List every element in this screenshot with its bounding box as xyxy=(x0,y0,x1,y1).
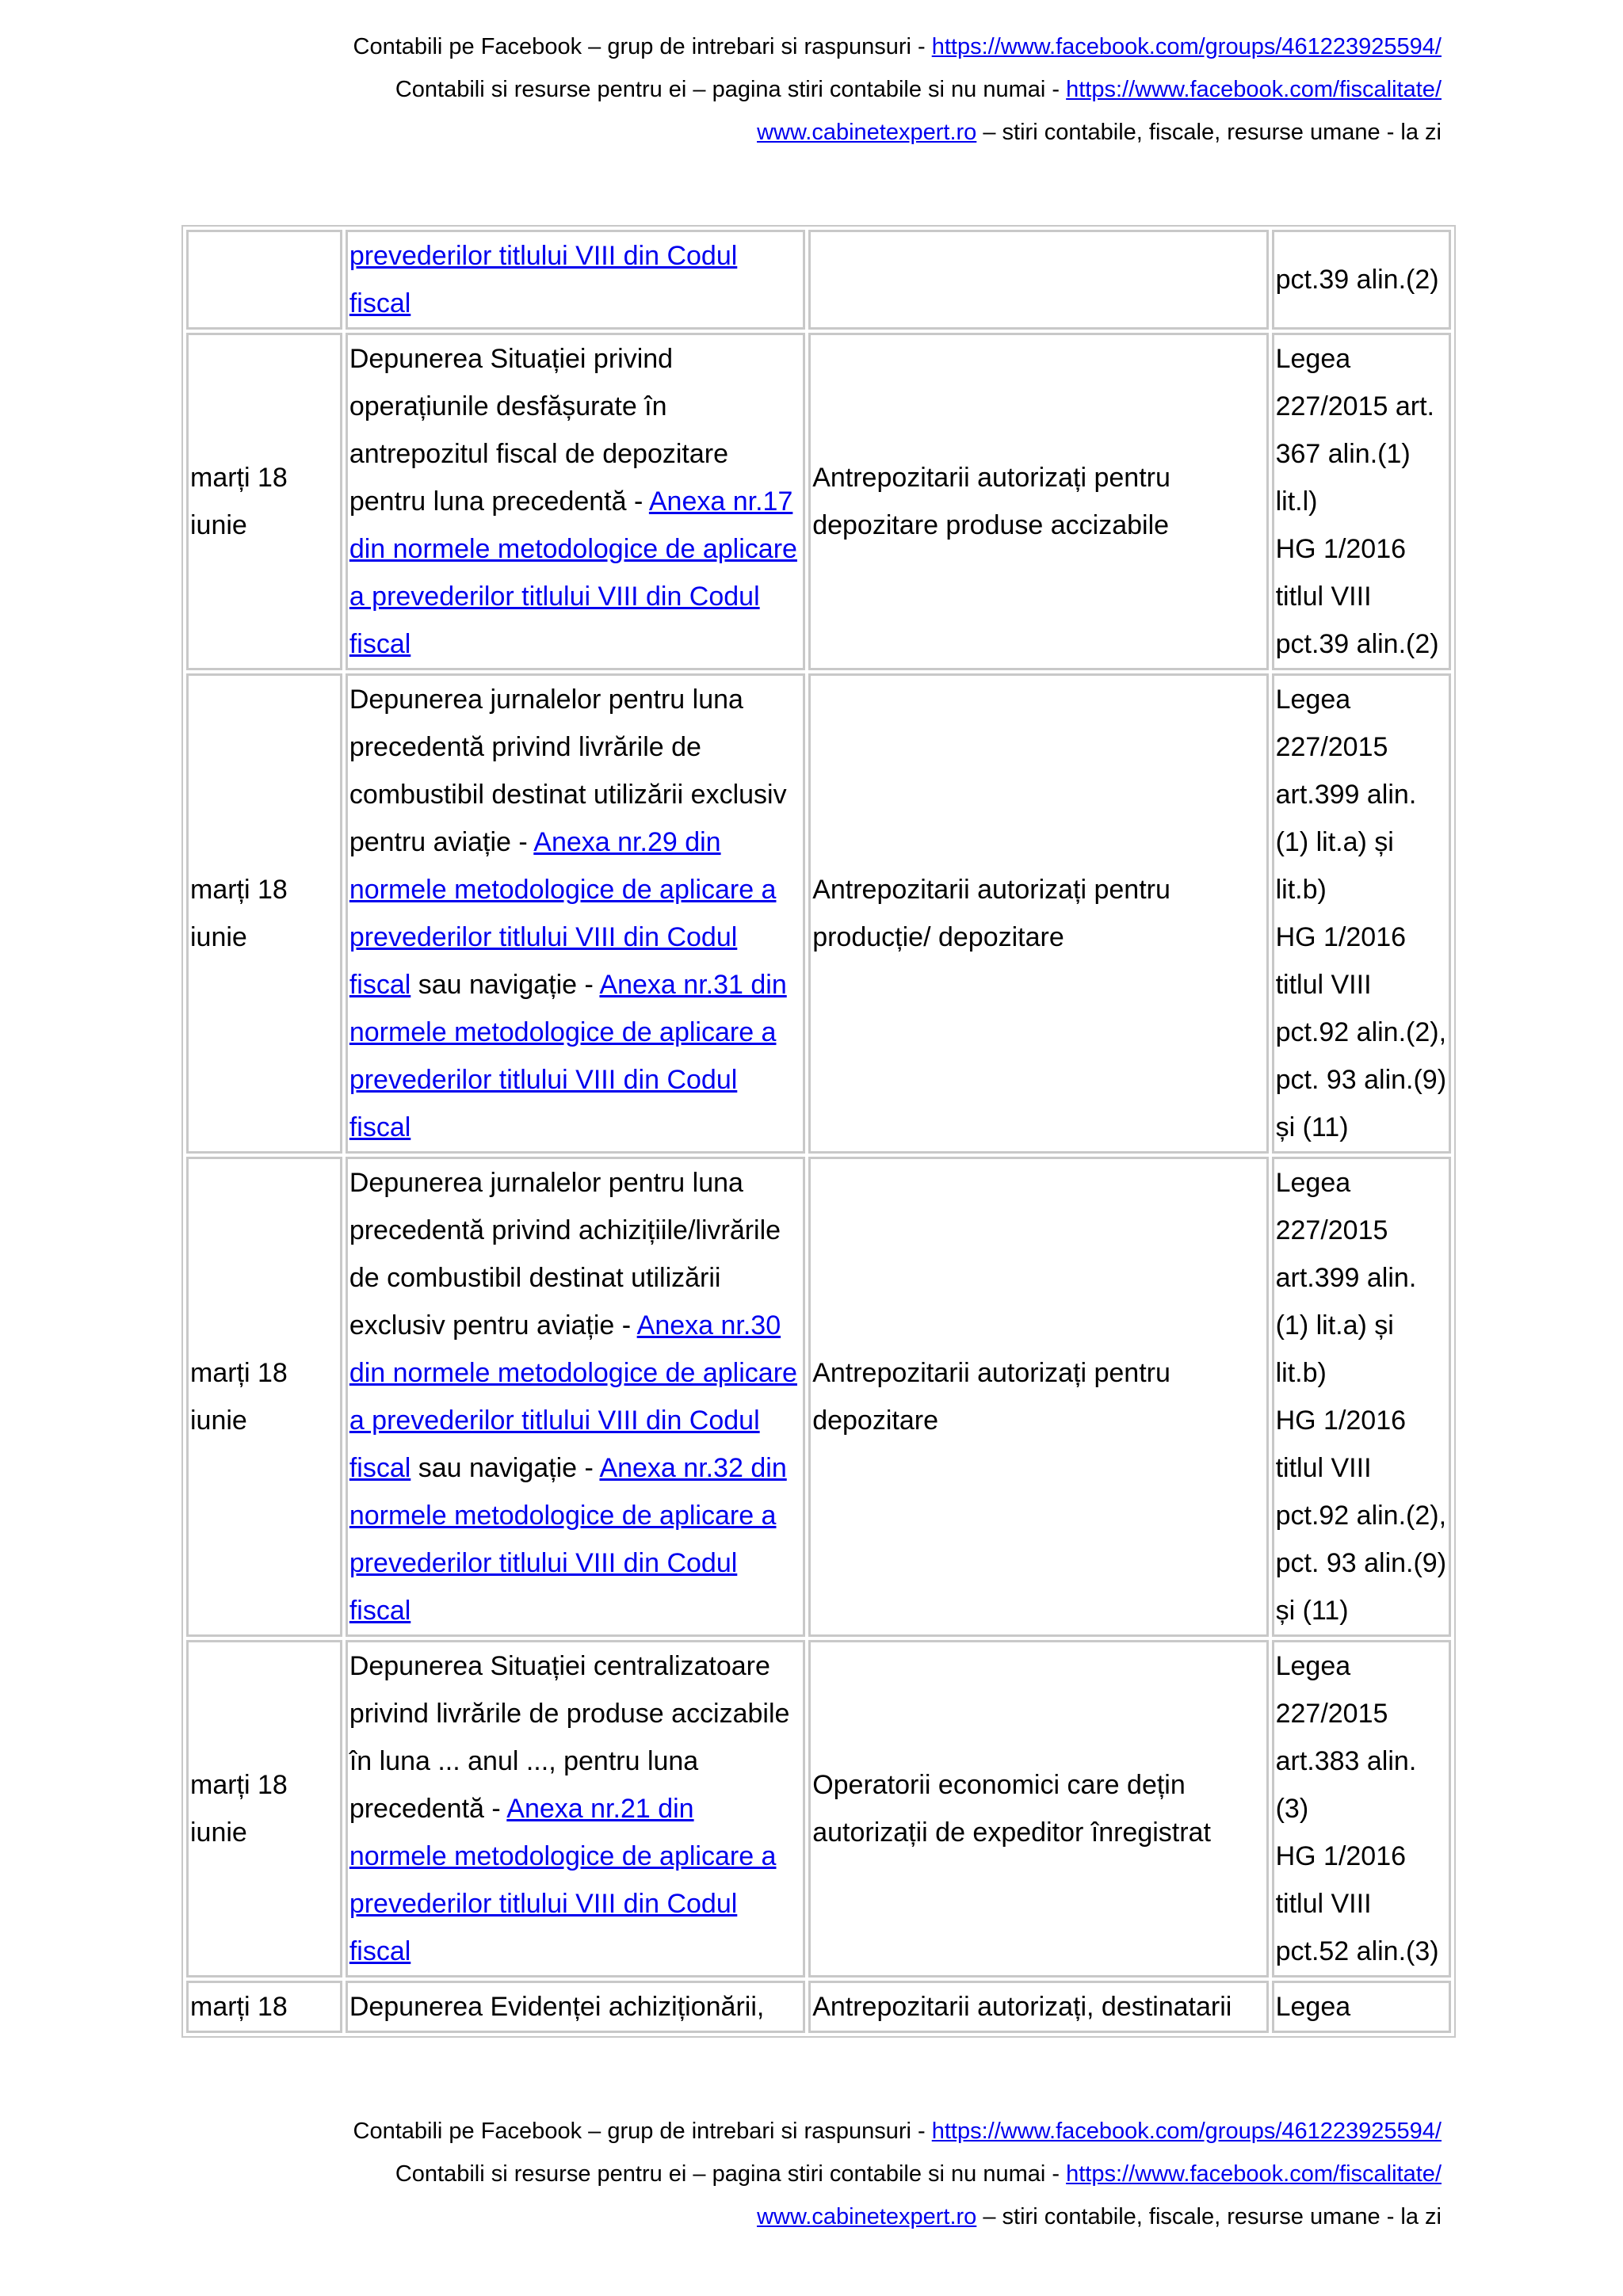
obligation-line xyxy=(349,723,801,771)
website-link[interactable]: www.cabinetexpert.ro xyxy=(757,2204,977,2229)
obligation-text: de combustibil destinat utilizării xyxy=(349,1263,721,1293)
legal-basis-line: lit.b) xyxy=(1275,1358,1327,1388)
legal-basis-line: pct.92 alin.(2), xyxy=(1275,1501,1447,1531)
table-row xyxy=(186,230,1451,330)
obligation-line xyxy=(349,866,801,913)
date-cell xyxy=(186,1157,342,1637)
obligation-line xyxy=(349,818,801,866)
obligation-line xyxy=(349,1056,801,1104)
obligation-text: Depunerea jurnalelor pentru luna xyxy=(349,1168,743,1198)
obligation-line xyxy=(349,1983,801,2031)
annex-link[interactable]: Anexa nr.21 din xyxy=(506,1794,694,1824)
obligation-text: pentru aviație - xyxy=(349,827,534,857)
obligation-text: precedentă privind achizițiile/livrările xyxy=(349,1215,781,1245)
legal-basis-line: pct.39 alin.(2) xyxy=(1275,629,1439,659)
obligation-line xyxy=(349,1880,801,1928)
date-line: marți 18 xyxy=(190,1992,288,2022)
annex-link[interactable]: fiscal xyxy=(349,288,411,318)
header-line-3: www.cabinetexpert.ro – stiri contabile, fiscale, resurse umane - la zi xyxy=(757,120,1442,145)
annex-link[interactable]: prevederilor titlului VIII din Codul xyxy=(349,1065,738,1095)
header-line-2: Contabili si resurse pentru ei – pagina stiri contabile si nu numai - https://www.facebook.com/fiscalitate/ xyxy=(395,77,1442,102)
annex-link[interactable]: Anexa nr.29 din xyxy=(533,827,721,857)
legal-basis-line: (1) lit.a) și xyxy=(1275,827,1394,857)
obligation-line xyxy=(349,1104,801,1151)
legal-basis-line: titlul VIII xyxy=(1275,582,1372,612)
obligation-text: operațiunile desfășurate în xyxy=(349,391,667,421)
obligation-text: precedentă privind livrările de xyxy=(349,732,701,762)
table-row xyxy=(186,1981,1451,2033)
annex-link[interactable]: normele metodologice de aplicare a xyxy=(349,875,777,905)
obligation-cell xyxy=(346,1981,805,2033)
taxpayers-line: autorizații de expeditor înregistrat xyxy=(812,1817,1211,1848)
legal-basis-cell xyxy=(1272,333,1451,670)
annex-link[interactable]: normele metodologice de aplicare a xyxy=(349,1841,777,1871)
taxpayers-cell xyxy=(808,1157,1268,1637)
date-line: iunie xyxy=(190,922,247,952)
obligation-cell xyxy=(346,333,805,670)
date-line: marți 18 xyxy=(190,1770,288,1800)
annex-link[interactable]: din normele metodologice de aplicare xyxy=(349,1358,797,1388)
obligation-text: exclusiv pentru aviație - xyxy=(349,1310,637,1341)
footer-line-2: Contabili si resurse pentru ei – pagina stiri contabile si nu numai - https://www.facebook.com/fiscalitate/ xyxy=(395,2161,1442,2187)
annex-link[interactable]: fiscal xyxy=(349,1453,411,1483)
annex-link[interactable]: fiscal xyxy=(349,629,411,659)
legal-basis-line: pct. 93 alin.(9) xyxy=(1275,1065,1447,1095)
legal-basis-line: pct.92 alin.(2), xyxy=(1275,1017,1447,1047)
legal-basis-line: Legea xyxy=(1275,1992,1351,2022)
legal-basis-line: 227/2015 xyxy=(1275,1699,1388,1729)
annex-link[interactable]: normele metodologice de aplicare a xyxy=(349,1501,777,1531)
obligation-line xyxy=(349,1302,801,1349)
obligation-line xyxy=(349,280,801,327)
website-link[interactable]: www.cabinetexpert.ro xyxy=(757,120,977,145)
legal-basis-line: (1) lit.a) și xyxy=(1275,1310,1394,1341)
taxpayers-cell xyxy=(808,1981,1268,2033)
legal-basis-line: art.399 alin. xyxy=(1275,1263,1417,1293)
footer-line-1: Contabili pe Facebook – grup de intrebari si raspunsuri - https://www.facebook.com/groups/461223925594/ xyxy=(353,2119,1442,2144)
date-cell xyxy=(186,230,342,330)
obligation-line xyxy=(349,430,801,478)
obligation-text: combustibil destinat utilizării exclusiv xyxy=(349,780,787,810)
obligation-text: Depunerea Situației centralizatoare xyxy=(349,1651,770,1681)
legal-basis-line: 367 alin.(1) xyxy=(1275,439,1411,469)
legal-basis-line: pct.39 alin.(2) xyxy=(1275,265,1439,295)
taxpayers-cell xyxy=(808,230,1268,330)
legal-basis-line: HG 1/2016 xyxy=(1275,922,1407,952)
annex-link[interactable]: Anexa nr.32 din xyxy=(599,1453,787,1483)
legal-basis-line: și (11) xyxy=(1275,1112,1349,1142)
annex-link[interactable]: Anexa nr.30 xyxy=(636,1310,781,1341)
date-line: marți 18 xyxy=(190,875,288,905)
obligation-line xyxy=(349,1587,801,1634)
obligation-line xyxy=(349,335,801,383)
header-line-1: Contabili pe Facebook – grup de intrebari si raspunsuri - https://www.facebook.com/groups/461223925594/ xyxy=(353,34,1442,59)
legal-basis-line: HG 1/2016 xyxy=(1275,1841,1407,1871)
obligation-line xyxy=(349,1349,801,1397)
annex-link[interactable]: Anexa nr.17 xyxy=(648,486,793,517)
legal-basis-cell xyxy=(1272,1157,1451,1637)
taxpayers-cell xyxy=(808,1640,1268,1978)
table-body xyxy=(186,230,1451,2033)
obligation-cell xyxy=(346,1157,805,1637)
annex-link[interactable]: prevederilor titlului VIII din Codul xyxy=(349,1889,738,1919)
obligation-line xyxy=(349,478,801,525)
obligation-text: în luna ... anul ..., pentru luna xyxy=(349,1746,699,1776)
table-row xyxy=(186,333,1451,670)
legal-basis-line: 227/2015 xyxy=(1275,1215,1388,1245)
taxpayers-cell xyxy=(808,673,1268,1154)
obligation-text: pentru luna precedentă - xyxy=(349,486,649,517)
obligation-line xyxy=(349,1397,801,1444)
legal-basis-line: lit.l) xyxy=(1275,486,1318,517)
obligation-line xyxy=(349,676,801,723)
obligation-line xyxy=(349,961,801,1009)
obligation-line xyxy=(349,771,801,818)
legal-basis-line: art.399 alin. xyxy=(1275,780,1417,810)
table-row xyxy=(186,1157,1451,1637)
legal-basis-cell xyxy=(1272,673,1451,1154)
taxpayers-line: depozitare produse accizabile xyxy=(812,510,1170,540)
facebook-group-link[interactable]: https://www.facebook.com/groups/461223925594/ xyxy=(931,34,1442,59)
legal-basis-line: 227/2015 art. xyxy=(1275,391,1434,421)
obligation-line xyxy=(349,1254,801,1302)
annex-link[interactable]: din normele metodologice de aplicare xyxy=(349,534,797,564)
page-footer xyxy=(353,2110,1442,2238)
legal-basis-line: pct.52 alin.(3) xyxy=(1275,1936,1439,1966)
legal-basis-line: Legea xyxy=(1275,1168,1351,1198)
obligation-text: antrepozitul fiscal de depozitare xyxy=(349,439,728,469)
obligation-line xyxy=(349,573,801,620)
annex-link[interactable]: fiscal xyxy=(349,1936,411,1966)
obligation-text: Depunerea jurnalelor pentru luna xyxy=(349,685,743,715)
legal-basis-line: Legea xyxy=(1275,685,1351,715)
obligation-text: privind livrările de produse accizabile xyxy=(349,1699,790,1729)
legal-basis-line: titlul VIII xyxy=(1275,970,1372,1000)
date-line: iunie xyxy=(190,510,247,540)
legal-basis-line: HG 1/2016 xyxy=(1275,1405,1407,1436)
obligation-text: sau navigație - xyxy=(411,970,600,1000)
obligation-line xyxy=(349,620,801,668)
obligation-text: Depunerea Evidenței achiziționării, xyxy=(349,1992,765,2022)
obligation-line xyxy=(349,383,801,430)
date-cell xyxy=(186,1981,342,2033)
annex-link[interactable]: a prevederilor titlului VIII din Codul xyxy=(349,1405,760,1436)
obligation-cell xyxy=(346,1640,805,1978)
legal-basis-line: lit.b) xyxy=(1275,875,1327,905)
taxpayers-line: Antrepozitarii autorizați pentru xyxy=(812,875,1170,905)
obligation-line xyxy=(349,1009,801,1056)
obligation-line xyxy=(349,1159,801,1207)
facebook-page-link[interactable]: https://www.facebook.com/fiscalitate/ xyxy=(1066,2161,1442,2187)
legal-basis-cell xyxy=(1272,230,1451,330)
facebook-group-link[interactable]: https://www.facebook.com/groups/461223925594/ xyxy=(931,2119,1442,2144)
obligation-line xyxy=(349,1444,801,1492)
table-row xyxy=(186,673,1451,1154)
annex-link[interactable]: fiscal xyxy=(349,1112,411,1142)
legal-basis-line: pct. 93 alin.(9) xyxy=(1275,1548,1447,1578)
annex-link[interactable]: a prevederilor titlului VIII din Codul xyxy=(349,582,760,612)
footer-line-3: www.cabinetexpert.ro – stiri contabile, fiscale, resurse umane - la zi xyxy=(757,2204,1442,2229)
taxpayers-cell xyxy=(808,333,1268,670)
date-cell xyxy=(186,673,342,1154)
legal-basis-line: Legea xyxy=(1275,1651,1351,1681)
date-line: marți 18 xyxy=(190,463,288,493)
annex-link[interactable]: normele metodologice de aplicare a xyxy=(349,1017,777,1047)
legal-basis-cell xyxy=(1272,1981,1451,2033)
obligation-cell xyxy=(346,673,805,1154)
date-line: marți 18 xyxy=(190,1358,288,1388)
legal-basis-line: titlul VIII xyxy=(1275,1889,1372,1919)
obligation-line xyxy=(349,525,801,573)
taxpayers-line: Antrepozitarii autorizați, destinatarii xyxy=(812,1992,1232,2022)
deadlines-table xyxy=(181,225,1456,2038)
taxpayers-line: producție/ depozitare xyxy=(812,922,1064,952)
obligation-text: sau navigație - xyxy=(411,1453,600,1483)
page-header xyxy=(353,25,1442,154)
legal-basis-line: titlul VIII xyxy=(1275,1453,1372,1483)
obligation-text: precedentă - xyxy=(349,1794,507,1824)
legal-basis-line: 227/2015 xyxy=(1275,732,1388,762)
annex-link[interactable]: prevederilor titlului VIII din Codul xyxy=(349,922,738,952)
taxpayers-line: Antrepozitarii autorizați pentru xyxy=(812,1358,1170,1388)
taxpayers-line: Antrepozitarii autorizați pentru xyxy=(812,463,1170,493)
obligation-line xyxy=(349,913,801,961)
obligation-line xyxy=(349,1492,801,1539)
date-line: iunie xyxy=(190,1817,247,1848)
obligation-line xyxy=(349,1207,801,1254)
legal-basis-line: și (11) xyxy=(1275,1596,1349,1626)
obligation-line xyxy=(349,1785,801,1833)
taxpayers-line: depozitare xyxy=(812,1405,938,1436)
facebook-page-link[interactable]: https://www.facebook.com/fiscalitate/ xyxy=(1066,77,1442,102)
annex-link[interactable]: Anexa nr.31 din xyxy=(599,970,787,1000)
obligation-line xyxy=(349,1833,801,1880)
legal-basis-line: (3) xyxy=(1275,1794,1309,1824)
obligation-line xyxy=(349,232,801,280)
annex-link[interactable]: fiscal xyxy=(349,1596,411,1626)
date-line: iunie xyxy=(190,1405,247,1436)
date-cell xyxy=(186,333,342,670)
obligation-line xyxy=(349,1690,801,1737)
date-cell xyxy=(186,1640,342,1978)
obligation-cell xyxy=(346,230,805,330)
annex-link[interactable]: prevederilor titlului VIII din Codul xyxy=(349,1548,738,1578)
annex-link[interactable]: prevederilor titlului VIII din Codul xyxy=(349,241,738,271)
obligation-text: Depunerea Situației privind xyxy=(349,344,674,374)
obligation-line xyxy=(349,1928,801,1975)
legal-basis-cell xyxy=(1272,1640,1451,1978)
obligation-line xyxy=(349,1539,801,1587)
table-row xyxy=(186,1640,1451,1978)
annex-link[interactable]: fiscal xyxy=(349,970,411,1000)
legal-basis-line: HG 1/2016 xyxy=(1275,534,1407,564)
legal-basis-line: art.383 alin. xyxy=(1275,1746,1417,1776)
legal-basis-line: Legea xyxy=(1275,344,1351,374)
obligation-line xyxy=(349,1642,801,1690)
obligation-line xyxy=(349,1737,801,1785)
taxpayers-line: Operatorii economici care dețin xyxy=(812,1770,1186,1800)
